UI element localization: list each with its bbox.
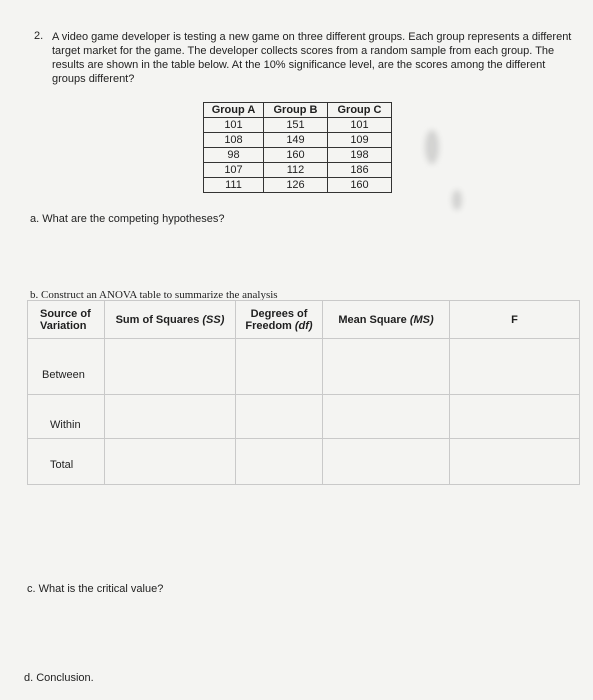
header-mean-square: Mean Square (MS) (323, 301, 450, 339)
table-cell: 149 (264, 133, 328, 148)
table-row (204, 178, 392, 193)
table-row (204, 148, 392, 163)
table-cell: 198 (328, 148, 392, 163)
table-cell: 186 (328, 163, 392, 178)
row-label-total: Total (28, 439, 105, 485)
table-cell: 108 (204, 133, 264, 148)
table-cell: 101 (328, 118, 392, 133)
row-label-within: Within (28, 395, 105, 439)
answer-cell-ss-total[interactable] (105, 439, 236, 485)
header-source-of-variation: Source of Variation (28, 301, 105, 339)
anova-row-total (28, 439, 580, 485)
answer-cell-ms-between[interactable] (323, 339, 450, 395)
header-group-c: Group C (328, 103, 392, 118)
table-cell: 101 (204, 118, 264, 133)
answer-cell-df-total[interactable] (236, 439, 323, 485)
anova-header-row (28, 301, 580, 339)
part-a-prompt: a. What are the competing hypotheses? (30, 213, 225, 225)
table-cell: 107 (204, 163, 264, 178)
answer-cell-ms-total[interactable] (323, 439, 450, 485)
answer-cell-f-within[interactable] (450, 395, 580, 439)
table-cell: 126 (264, 178, 328, 193)
table-cell: 98 (204, 148, 264, 163)
anova-row-between (28, 339, 580, 395)
header-group-a: Group A (204, 103, 264, 118)
scores-table (203, 102, 392, 193)
table-row (204, 163, 392, 178)
table-cell: 160 (264, 148, 328, 163)
row-label-between: Between (28, 339, 105, 395)
question-text: A video game developer is testing a new game on three different groups. Each group represents a different target market for the game. The developer collects scores from a random sample from each group. The results are shown in the table below. At the 10% significance level, are the scores among the different groups different? (52, 31, 572, 85)
question-number: 2. (34, 30, 44, 42)
table-row (204, 118, 392, 133)
header-group-b: Group B (264, 103, 328, 118)
header-sum-of-squares: Sum of Squares (SS) (105, 301, 236, 339)
scores-header-row (204, 103, 392, 118)
table-cell: 111 (204, 178, 264, 193)
part-b-prompt: b. Construct an ANOVA table to summarize the analysis (30, 289, 278, 301)
answer-cell-df-within[interactable] (236, 395, 323, 439)
table-cell: 109 (328, 133, 392, 148)
answer-cell-ss-between[interactable] (105, 339, 236, 395)
table-cell: 151 (264, 118, 328, 133)
table-cell: 112 (264, 163, 328, 178)
answer-cell-ss-within[interactable] (105, 395, 236, 439)
part-d-prompt: d. Conclusion. (24, 672, 94, 684)
answer-cell-ms-within[interactable] (323, 395, 450, 439)
header-degrees-of-freedom: Degrees of Freedom (df) (236, 301, 323, 339)
answer-cell-df-between[interactable] (236, 339, 323, 395)
smudge-mark (425, 130, 439, 164)
part-c-prompt: c. What is the critical value? (27, 583, 164, 595)
table-cell: 160 (328, 178, 392, 193)
answer-cell-f-total[interactable] (450, 439, 580, 485)
anova-table (27, 300, 580, 485)
table-row (204, 133, 392, 148)
smudge-mark (452, 190, 462, 210)
header-f: F (450, 301, 580, 339)
anova-row-within (28, 395, 580, 439)
answer-cell-f-between[interactable] (450, 339, 580, 395)
